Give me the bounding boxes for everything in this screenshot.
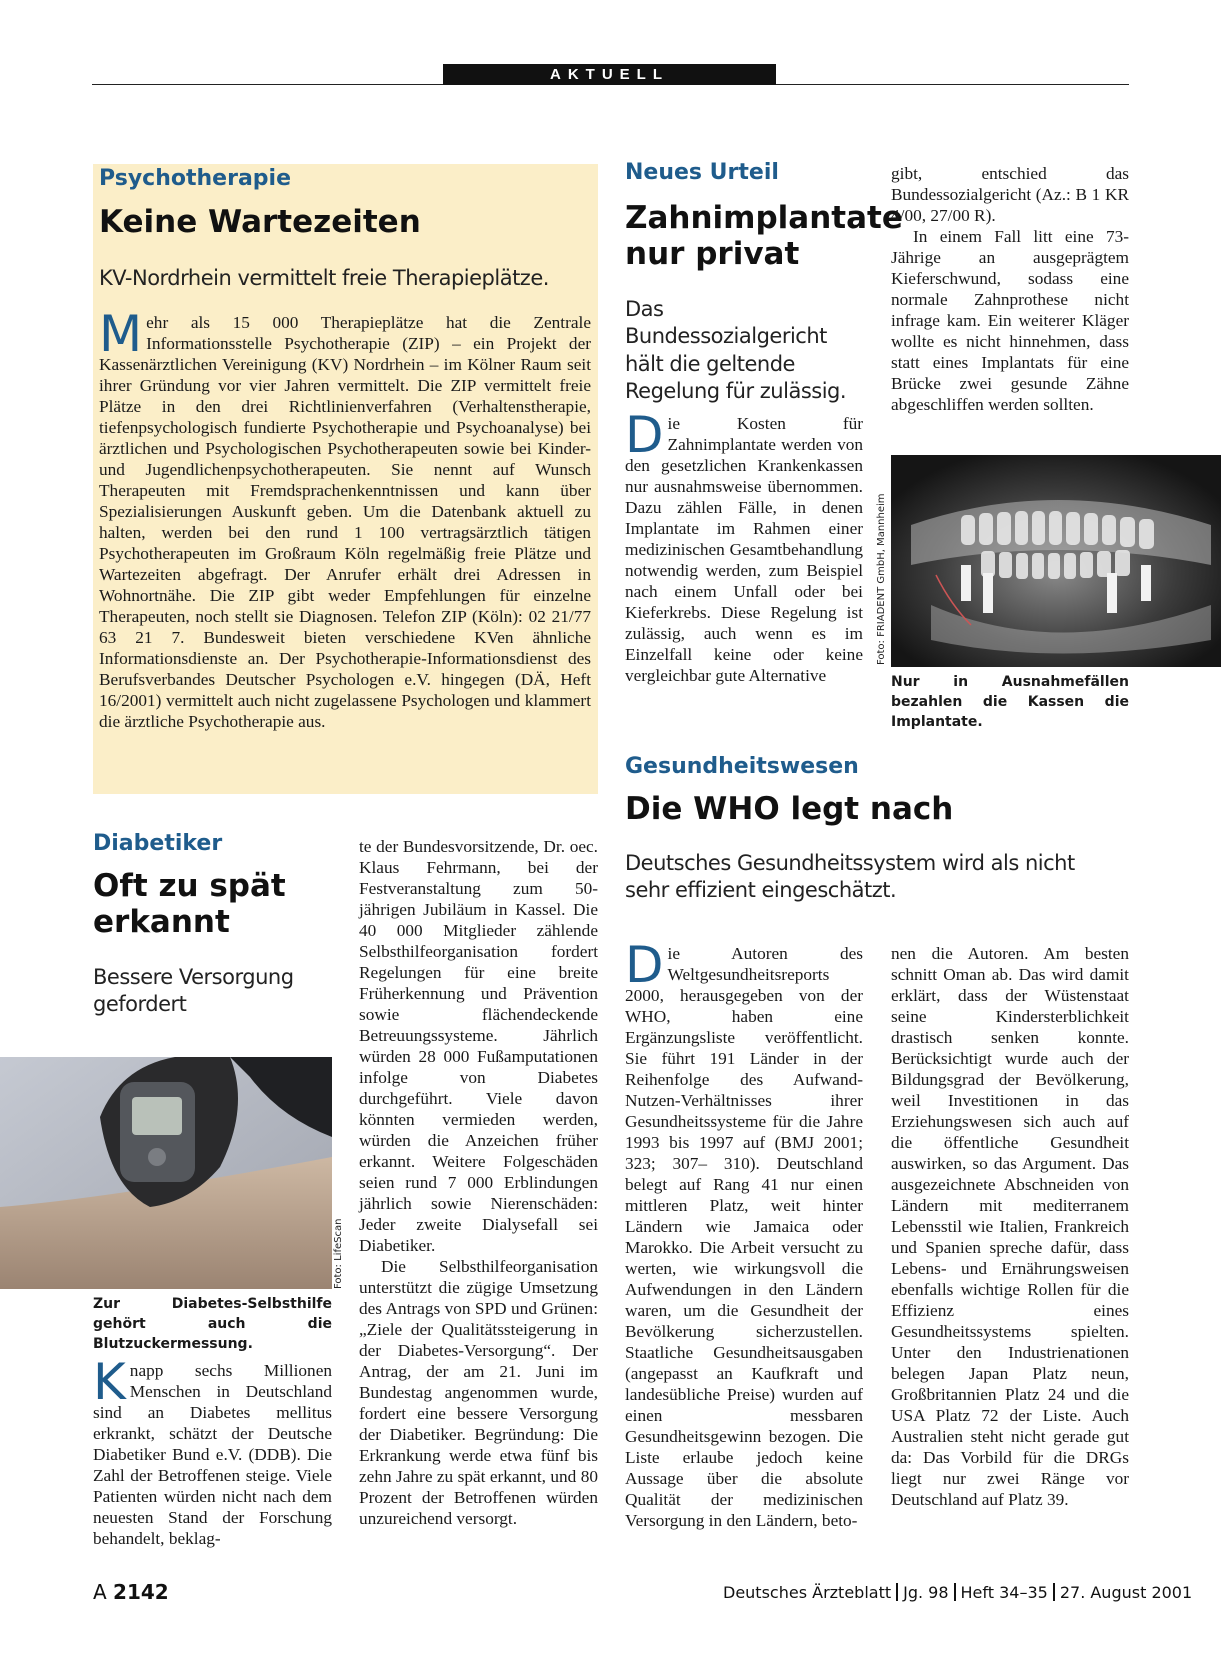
who-article-col1 bbox=[625, 936, 863, 1531]
diabetiker-title: Oft zu spät erkannt bbox=[93, 868, 286, 941]
who-deck: Deutsches Gesundheitssystem wird als nicht sehr effizient eingeschätzt. bbox=[625, 851, 1075, 903]
diabetiker-body-col2-p1: te der Bundesvorsitzende, Dr. oec. Klaus Fehrmann, bei der Festveranstaltung zum 50-jährigen Jubiläum in Kassel. Die 40 000 Mitglieder zählende Selbsthilfeorganisation fordert Regelungen für eine breite Früherkennung und Prävention sowie flächendeckende Betreuungssysteme. Jährlich würden 28 000 Fußamputationen infolge von Diabetes durchgeführt. Viele davon könnten vermieden werden, würden die Anzeichen früher erkannt. Weitere Folgeschäden seien rund 7 000 Erblindungen jährlich sowie Nierenschäden: Jeder zweite Dialysefall sei Diabetiker. bbox=[359, 837, 598, 1255]
urteil-body-col2-p2: In einem Fall litt eine 73-Jährige an ausgeprägtem Kieferschwund, sodass eine normale Zahnprothese nicht infrage kam. Ein weiterer Kläger wollte es nicht hinnehmen, dass statt eines Implantats für eine Brücke zwei gesunde Zähne abgeschliffen werden sollten. bbox=[891, 227, 1129, 414]
diabetiker-deck: Bessere Versorgung gefordert bbox=[93, 965, 294, 1017]
dental-xray-image bbox=[891, 455, 1221, 667]
urteil-body-col1: Die Kosten für Zahnimplantate werden von den gesetzlichen Krankenkassen nur ausnahmsweise übernommen. Dazu zählen Fälle, in denen Implantate im Rahmen einer medizinischen Gesamtbehandlung notwendig werden, zum Beispiel nach einem Unfall oder bei Kieferkrebs. Diese Regelung ist zulässig, auch wenn es im Einzelfall keine oder keine vergleichbar gute Alternative bbox=[625, 406, 863, 685]
psychotherapie-title: Keine Wartezeiten bbox=[99, 204, 421, 240]
diabetiker-body-col1: Knapp sechs Millionen Menschen in Deutschland sind an Diabetes mellitus erkrankt, schätzt der Deutsche Diabetiker Bund e.V. (DDB). Die Zahl der Betroffenen steige. Viele Patienten würden nicht nach dem neuesten Stand der Forschung behandelt, beklag- bbox=[93, 1353, 332, 1548]
xray-photo-credit: Foto: FRIADENT GmbH, Mannheim bbox=[876, 493, 887, 665]
section-label: AKTUELL bbox=[443, 64, 776, 85]
page-number: A 2142 bbox=[93, 1580, 169, 1604]
glucose-meter-photo bbox=[0, 1057, 332, 1289]
drop-cap: D bbox=[625, 936, 664, 994]
diabetiker-body-col2-p2: Die Selbsthilfeorganisation unterstützt die zügige Umsetzung des Antrags von SPD und Grünen: „Ziele der Qualitätssteigerung in der Diabetes-Versorgung“. Der Antrag, der am 21. Juni im Bundestag angenommen wurde, fordert eine bessere Versorgung der Diabetiker. Begründung: Die Erkrankung werde etwa fünf bis zehn Jahre zu spät erkannt, und 80 Prozent der Betroffenen würden unzureichend versorgt. bbox=[359, 1257, 598, 1528]
meter-caption: Zur Diabetes-Selbsthilfe gehört auch die Blutzuckermessung. bbox=[93, 1296, 332, 1352]
psychotherapie-article bbox=[99, 305, 591, 732]
who-title: Die WHO legt nach bbox=[625, 791, 954, 827]
drop-cap: D bbox=[625, 406, 664, 464]
urteil-kicker: Neues Urteil bbox=[625, 160, 779, 185]
psychotherapie-deck: KV-Nordrhein vermittelt freie Therapieplätze. bbox=[99, 266, 549, 290]
urteil-article-col2 bbox=[891, 163, 1129, 415]
xray-caption: Nur in Ausnahmefällen bezahlen die Kassen die Implantate. bbox=[891, 674, 1129, 730]
meter-photo-credit: Foto: LifeScan bbox=[333, 1218, 344, 1289]
journal-line: Deutsches Ärzteblatt Jg. 98 Heft 34–35 27. August 2001 bbox=[723, 1583, 1193, 1602]
urteil-article-col1 bbox=[625, 406, 863, 686]
urteil-body-col2-p1: gibt, entschied das Bundessozialgericht (Az.: B 1 KR 4/00, 27/00 R). bbox=[891, 164, 1129, 225]
diabetiker-article-col2 bbox=[359, 836, 598, 1529]
diabetiker-kicker: Diabetiker bbox=[93, 831, 223, 856]
who-body-col2: nen die Autoren. Am besten schnitt Oman ab. Das wird damit erklärt, dass der Wüstenstaat seine Kindersterblichkeit drastisch senken konnte. Berücksichtigt wurde auch der Bildungsgrad der Bevölkerung, weil Investitionen in das Erziehungswesen sich auch auf die öffentliche Gesundheit auswirken, so das Argument. Das ausgezeichnete Abschneiden von Ländern mit mediterranem Lebensstil wie Italien, Frankreich und Spanien spreche dafür, dass Lebens- und Ernährungsweisen ebenfalls wichtige Rollen für die Effizienz eines Gesundheitssystems spielten. Unter den Industrienationen belegen Japan Platz neun, Großbritannien Platz 24 und die USA Platz 72 der Liste. Auch Australien steht nicht gerade gut da: Das Vorbild für die DRGs liegt nur zwei Ränge vor Deutschland auf Platz 39. bbox=[891, 944, 1129, 1509]
psychotherapie-body: Mehr als 15 000 Therapieplätze hat die Zentrale Informationsstelle Psychotherapie (ZIP) – ein Projekt der Kassenärztlichen Vereinigung (KV) Nordrhein – im Kölner Raum seit ihrer Gründung vor vier Jahren vermittelt. Die ZIP vermittelt freie Plätze in den drei Richtlinienverfahren (Verhaltenstherapie, tiefenpsychologisch fundierte Psychotherapie und Psychoanalyse) bei ärztlichen und Psychologischen Psychotherapeuten sowie bei Kinder- und Jugendlichenpsychotherapeuten. Sie nennt auf Wunsch Therapeuten mit Fremdsprachenkenntnissen und kann über Spezialisierungen Auskunft geben. Um die Datenbank aktuell zu halten, werden bei den rund 1 100 vertragsärztlich tätigen Psychotherapeuten im Großraum Köln regelmäßig freie Plätze und Wartezeiten abgefragt. Der Anrufer erhält drei Adressen in Wohnortnähe. Die ZIP gibt weder Empfehlungen für einzelne Therapeuten, noch stellt sie Diagnosen. Telefon ZIP (Köln): 02 21/77 63 21 7. Bundesweit bieten verschiedene KVen ähnliche Informationsdienste an. Der Psychotherapie-Informationsdienst des Berufsverbandes Deutscher Psychologen e.V. hingegen (DÄ, Heft 16/2001) vermittelt auch nicht zugelassene Psychologen und klammert die ärztliche Psychotherapie aus. bbox=[99, 305, 591, 731]
drop-cap: M bbox=[99, 305, 143, 363]
psychotherapie-kicker: Psychotherapie bbox=[99, 166, 291, 191]
urteil-deck: Das Bundessozialgericht hält die geltende Regelung für zulässig. bbox=[625, 297, 847, 403]
who-kicker: Gesundheitswesen bbox=[625, 754, 859, 779]
urteil-title: Zahnimplantate nur privat bbox=[625, 200, 903, 273]
drop-cap: K bbox=[93, 1353, 126, 1411]
diabetiker-article-col1 bbox=[93, 1353, 332, 1549]
who-article-col2 bbox=[891, 943, 1129, 1510]
who-body-col1: Die Autoren des Weltgesundheitsreports 2000, herausgegeben von der WHO, haben eine Ergänzungsliste veröffentlicht. Sie führt 191 Länder in der Reihenfolge des Aufwand-Nutzen-Verhältnisses ihrer Gesundheitssysteme für die Jahre 1993 bis 1997 auf (BMJ 2001; 323; 307– 310). Deutschland belegt auf Rang 41 nur einen mittleren Platz, weit hinter Ländern wie Jamaica oder Marokko. Die Arbeit versucht zu werten, wie wirkungsvoll die Aufwendungen in den Ländern waren, um die Gesundheit der Bevölkerung sicherzustellen. Staatliche Gesundheitsausgaben (angepasst an Kaufkraft und landesübliche Preise) wurden auf einen messbaren Gesundheitsgewinn bezogen. Die Liste erlaube jedoch keine Aussage über die absolute Qualität der medizinischen Versorgung in den Ländern, beto- bbox=[625, 936, 863, 1530]
